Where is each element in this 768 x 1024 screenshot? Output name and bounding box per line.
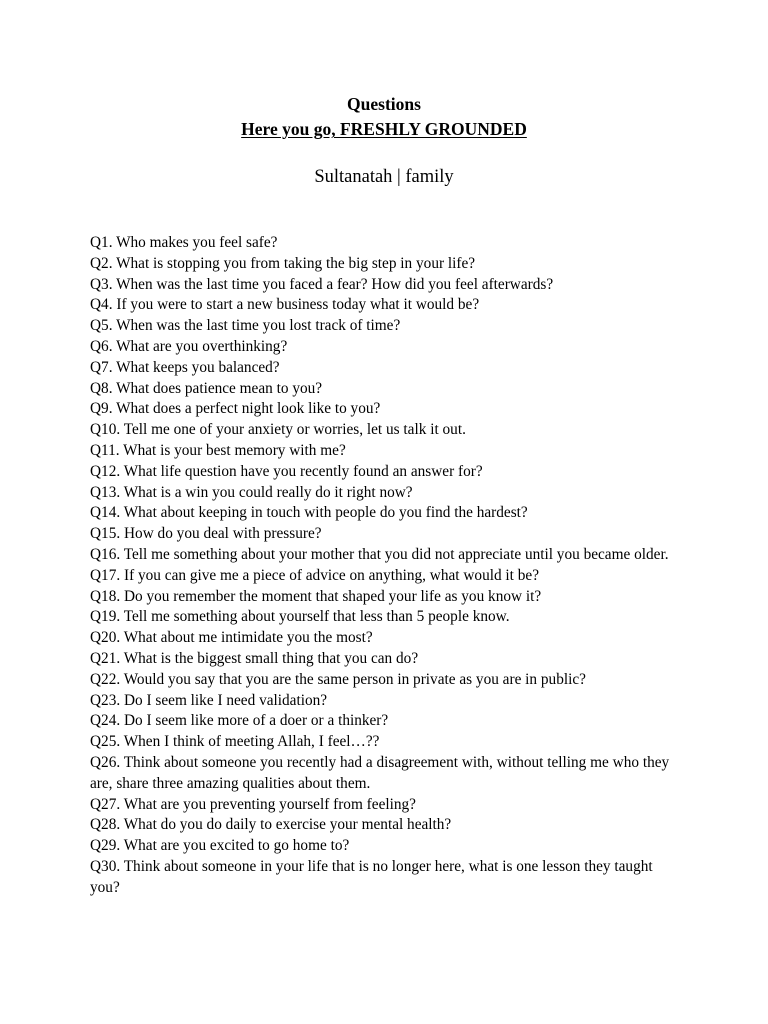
document-title: Questions [347, 94, 421, 114]
question-item: Q15. How do you deal with pressure? [90, 525, 322, 543]
question-item: Q24. Do I seem like more of a doer or a thinker? [90, 712, 389, 730]
question-item: Q11. What is your best memory with me? [90, 441, 346, 459]
document-subtitle: Here you go, FRESHLY GROUNDED [241, 119, 527, 139]
question-item: Q7. What keeps you balanced? [90, 358, 280, 376]
question-item: Q25. When I think of meeting Allah, I feel…?? [90, 733, 380, 751]
question-item: Q19. Tell me something about yourself that less than 5 people know. [90, 608, 510, 626]
question-item: Q23. Do I seem like I need validation? [90, 691, 328, 709]
question-item: Q12. What life question have you recently found an answer for? [90, 462, 483, 480]
question-list [90, 233, 680, 899]
question-item: Q1. Who makes you feel safe? [90, 234, 278, 251]
question-item: Q9. What does a perfect night look like to you? [90, 400, 381, 418]
question-item: Q18. Do you remember the moment that shaped your life as you know it? [90, 587, 542, 605]
question-item: Q10. Tell me one of your anxiety or worries, let us talk it out. [90, 421, 466, 439]
question-item: Q30. Think about someone in your life that is no longer here, what is one lesson they taught you? [90, 857, 653, 896]
question-item: Q16. Tell me something about your mother that you did not appreciate until you became older. [90, 545, 669, 563]
question-item: Q28. What do you do daily to exercise your mental health? [90, 816, 452, 834]
question-item: Q13. What is a win you could really do it right now? [90, 483, 413, 501]
question-item: Q29. What are you excited to go home to? [90, 837, 350, 855]
question-item: Q5. When was the last time you lost track of time? [90, 317, 401, 335]
question-item: Q27. What are you preventing yourself from feeling? [90, 795, 416, 813]
question-item: Q26. Think about someone you recently had a disagreement with, without telling me who they are, share three amazing qualities about them. [90, 753, 670, 792]
question-item: Q8. What does patience mean to you? [90, 379, 323, 397]
question-item: Q22. Would you say that you are the same person in private as you are in public? [90, 670, 586, 688]
question-item: Q3. When was the last time you faced a fear? How did you feel afterwards? [90, 275, 554, 293]
question-item: Q4. If you were to start a new business today what it would be? [90, 296, 480, 314]
question-item: Q6. What are you overthinking? [90, 337, 288, 355]
question-item: Q21. What is the biggest small thing that you can do? [90, 649, 419, 667]
question-item: Q17. If you can give me a piece of advice on anything, what would it be? [90, 566, 539, 584]
question-item: Q2. What is stopping you from taking the big step in your life? [90, 254, 476, 272]
document-byline: Sultanatah | family [314, 167, 454, 187]
question-item: Q20. What about me intimidate you the most? [90, 629, 373, 647]
question-item: Q14. What about keeping in touch with people do you find the hardest? [90, 504, 528, 522]
